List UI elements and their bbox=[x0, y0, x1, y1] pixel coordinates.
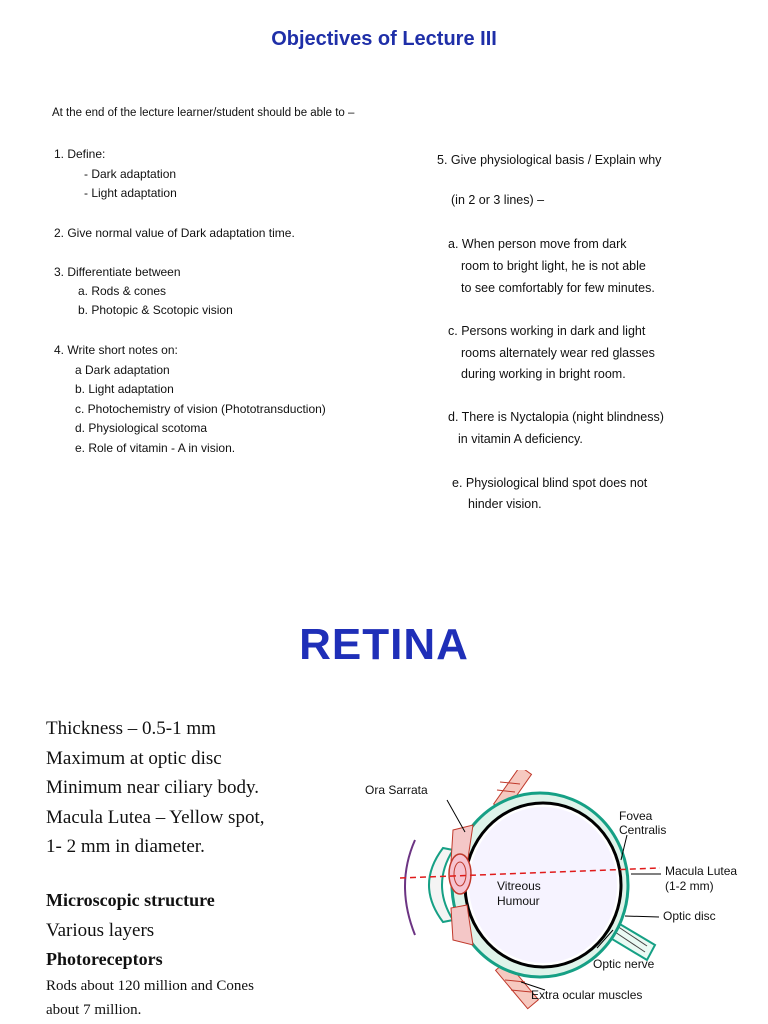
objective-line: room to bright light, he is not able bbox=[461, 259, 646, 273]
rods-cones-text: Rods about 120 million and Cones bbox=[46, 978, 254, 994]
fact-line: Macula Lutea – Yellow spot, bbox=[46, 806, 265, 828]
eye-diagram bbox=[355, 770, 760, 1015]
photoreceptors-heading: Photoreceptors bbox=[46, 949, 163, 969]
microscopic-heading: Microscopic structure bbox=[46, 890, 215, 910]
objective-line: c. Persons working in dark and light bbox=[448, 324, 646, 338]
label-macula-size: (1-2 mm) bbox=[665, 879, 714, 893]
objective-line: 3. Differentiate between bbox=[54, 265, 181, 279]
objective-line: to see comfortably for few minutes. bbox=[461, 281, 655, 295]
objective-line: 4. Write short notes on: bbox=[54, 343, 178, 357]
layers-text: Various layers bbox=[46, 920, 155, 941]
fact-line: Minimum near ciliary body. bbox=[46, 777, 259, 798]
objective-line: (in 2 or 3 lines) – bbox=[451, 193, 545, 207]
retina-title: RETINA bbox=[299, 620, 469, 669]
retina-facts bbox=[46, 714, 264, 862]
retina-slide bbox=[0, 600, 768, 1024]
objective-line: e. Role of vitamin - A in vision. bbox=[75, 441, 236, 455]
objective-line: e. Physiological blind spot does not bbox=[452, 476, 648, 490]
objective-line: 1. Define: bbox=[54, 147, 106, 161]
objective-line: d. Physiological scotoma bbox=[75, 421, 208, 435]
objective-line: hinder vision. bbox=[468, 497, 542, 511]
label-humour: Humour bbox=[497, 894, 540, 908]
objective-line: - Light adaptation bbox=[84, 186, 177, 200]
rods-cones-text-cont: about 7 million. bbox=[46, 1002, 142, 1018]
fact-line: Thickness – 0.5-1 mm bbox=[46, 718, 216, 739]
objective-line: a. Rods & cones bbox=[78, 284, 167, 298]
label-centralis: Centralis bbox=[619, 823, 667, 837]
objective-line: b. Photopic & Scotopic vision bbox=[78, 303, 233, 317]
objective-line: 5. Give physiological basis / Explain why bbox=[437, 153, 662, 167]
objective-line: rooms alternately wear red glasses bbox=[461, 346, 655, 360]
objective-line: d. There is Nyctalopia (night blindness) bbox=[448, 410, 664, 424]
objective-line: during working in bright room. bbox=[461, 367, 626, 381]
objective-line: a. When person move from dark bbox=[448, 237, 627, 251]
label-fovea: Fovea bbox=[619, 809, 653, 823]
intro-text: At the end of the lecture learner/student should be able to – bbox=[52, 107, 355, 119]
eyelid bbox=[405, 840, 415, 935]
label-extra-ocular-muscles: Extra ocular muscles bbox=[531, 988, 643, 1002]
objective-line: a Dark adaptation bbox=[75, 363, 170, 377]
label-vitreous: Vitreous bbox=[497, 879, 541, 893]
fact-line: Maximum at optic disc bbox=[46, 747, 222, 769]
objectives-title: Objectives of Lecture III bbox=[271, 28, 497, 50]
lens bbox=[449, 854, 471, 894]
label-ora-sarrata: Ora Sarrata bbox=[365, 783, 428, 797]
objective-line: c. Photochemistry of vision (Phototransduction) bbox=[75, 402, 326, 416]
objective-line: in vitamin A deficiency. bbox=[458, 432, 583, 446]
label-macula-lutea: Macula Lutea bbox=[665, 864, 738, 878]
label-optic-disc: Optic disc bbox=[663, 909, 716, 923]
objective-line: - Dark adaptation bbox=[84, 167, 177, 181]
fact-line: 1- 2 mm in diameter. bbox=[46, 836, 205, 857]
label-optic-nerve: Optic nerve bbox=[593, 957, 655, 971]
objective-line: 2. Give normal value of Dark adaptation time. bbox=[54, 226, 295, 240]
objective-line: b. Light adaptation bbox=[75, 382, 174, 396]
cornea bbox=[429, 848, 453, 922]
